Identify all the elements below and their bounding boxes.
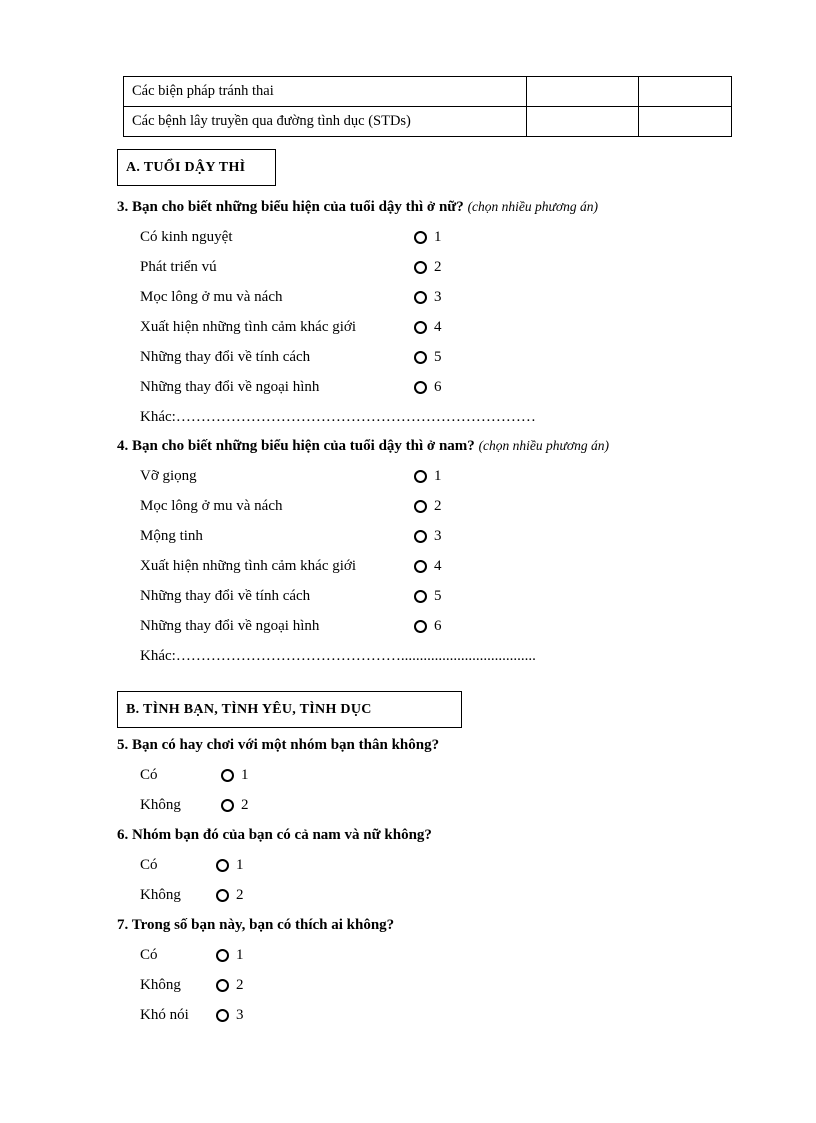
q3-option-label: Phát triển vú	[140, 259, 217, 275]
radio-icon[interactable]	[414, 291, 427, 304]
table-row	[124, 77, 732, 107]
radio-icon[interactable]	[414, 470, 427, 483]
question-3-hint: (chọn nhiều phương án)	[467, 199, 598, 214]
radio-icon[interactable]	[414, 261, 427, 274]
q5-option-label: Có	[140, 767, 158, 783]
q3-option-choice[interactable]: 2	[414, 259, 442, 276]
q4-option-choice[interactable]: 1	[414, 468, 442, 485]
q5-option-choice[interactable]: 2	[221, 797, 249, 814]
radio-icon[interactable]	[414, 500, 427, 513]
q4-option-label: Những thay đổi về ngoại hình	[140, 618, 320, 634]
q7-option-choice[interactable]: 1	[216, 947, 244, 964]
section-a-title: A. TUỔI DẬY THÌ	[126, 159, 246, 175]
q6-option-choice[interactable]: 2	[216, 887, 244, 904]
question-7	[117, 917, 394, 934]
radio-icon[interactable]	[221, 769, 234, 782]
radio-icon[interactable]	[414, 560, 427, 573]
q7-option-label: Có	[140, 947, 158, 963]
radio-icon[interactable]	[414, 530, 427, 543]
radio-icon[interactable]	[221, 799, 234, 812]
q3-option-choice[interactable]: 4	[414, 319, 442, 336]
q6-option-choice[interactable]: 1	[216, 857, 244, 874]
question-4-hint: (chọn nhiều phương án)	[478, 438, 609, 453]
radio-icon[interactable]	[414, 590, 427, 603]
radio-icon[interactable]	[414, 351, 427, 364]
table-cell-empty[interactable]	[527, 77, 639, 107]
radio-icon[interactable]	[216, 889, 229, 902]
section-b-heading	[117, 691, 462, 728]
table-cell-empty[interactable]	[527, 107, 639, 137]
q4-option-choice[interactable]: 6	[414, 618, 442, 635]
q3-other-field[interactable]: Khác:………………………………………………………………	[140, 409, 536, 425]
q4-option-choice[interactable]: 4	[414, 558, 442, 575]
q4-option-label: Mọc lông ở mu và nách	[140, 498, 283, 514]
q3-option-label: Mọc lông ở mu và nách	[140, 289, 283, 305]
q3-option-label: Những thay đổi về tính cách	[140, 349, 311, 365]
q3-option-label: Những thay đổi về ngoại hình	[140, 379, 320, 395]
question-5-title: 5. Bạn có hay chơi với một nhóm bạn thân không?	[117, 737, 440, 753]
radio-icon[interactable]	[216, 859, 229, 872]
question-5	[117, 737, 439, 754]
q3-option-label: Xuất hiện những tình cảm khác giới	[140, 319, 357, 335]
question-6	[117, 827, 432, 844]
q6-option-label: Có	[140, 857, 158, 873]
q4-option-choice[interactable]: 2	[414, 498, 442, 515]
q4-other-field[interactable]: Khác:………………………………………....................................	[140, 648, 536, 664]
q7-option-choice[interactable]: 2	[216, 977, 244, 994]
table-cell-empty[interactable]	[639, 107, 732, 137]
radio-icon[interactable]	[414, 321, 427, 334]
radio-icon[interactable]	[414, 620, 427, 633]
top-table	[123, 76, 732, 137]
table-cell-empty[interactable]	[639, 77, 732, 107]
radio-icon[interactable]	[216, 949, 229, 962]
q3-option-choice[interactable]: 6	[414, 379, 442, 396]
question-3	[117, 199, 598, 216]
q4-option-choice[interactable]: 3	[414, 528, 442, 545]
q6-option-label: Không	[140, 887, 181, 903]
table-cell-label: Các bệnh lây truyền qua đường tình dục (STDs)	[124, 107, 527, 137]
radio-icon[interactable]	[216, 1009, 229, 1022]
q5-option-label: Không	[140, 797, 181, 813]
q4-option-label: Mộng tinh	[140, 528, 203, 544]
radio-icon[interactable]	[216, 979, 229, 992]
radio-icon[interactable]	[414, 381, 427, 394]
q5-option-choice[interactable]: 1	[221, 767, 249, 784]
q4-option-label: Những thay đổi về tính cách	[140, 588, 311, 604]
radio-icon[interactable]	[414, 231, 427, 244]
q7-option-label: Khó nói	[140, 1007, 189, 1023]
question-4-title: 4. Bạn cho biết những biểu hiện của tuổi dậy thì ở nam?	[117, 438, 475, 454]
question-3-title: 3. Bạn cho biết những biểu hiện của tuổi dậy thì ở nữ?	[117, 199, 464, 215]
q3-option-choice[interactable]: 5	[414, 349, 442, 366]
q7-option-choice[interactable]: 3	[216, 1007, 244, 1024]
q7-option-label: Không	[140, 977, 181, 993]
q3-option-label: Có kinh nguyệt	[140, 229, 233, 245]
q3-option-choice[interactable]: 1	[414, 229, 442, 246]
table-cell-label: Các biện pháp tránh thai	[124, 77, 527, 107]
table-row	[124, 107, 732, 137]
question-7-title: 7. Trong số bạn này, bạn có thích ai không?	[117, 917, 395, 933]
q4-option-label: Xuất hiện những tình cảm khác giới	[140, 558, 357, 574]
q4-option-label: Vỡ giọng	[140, 468, 197, 484]
question-4	[117, 438, 609, 455]
q4-option-choice[interactable]: 5	[414, 588, 442, 605]
section-b-title: B. TÌNH BẠN, TÌNH YÊU, TÌNH DỤC	[126, 701, 372, 717]
section-a-heading	[117, 149, 276, 186]
q3-option-choice[interactable]: 3	[414, 289, 442, 306]
question-6-title: 6. Nhóm bạn đó của bạn có cả nam và nữ không?	[117, 827, 432, 843]
